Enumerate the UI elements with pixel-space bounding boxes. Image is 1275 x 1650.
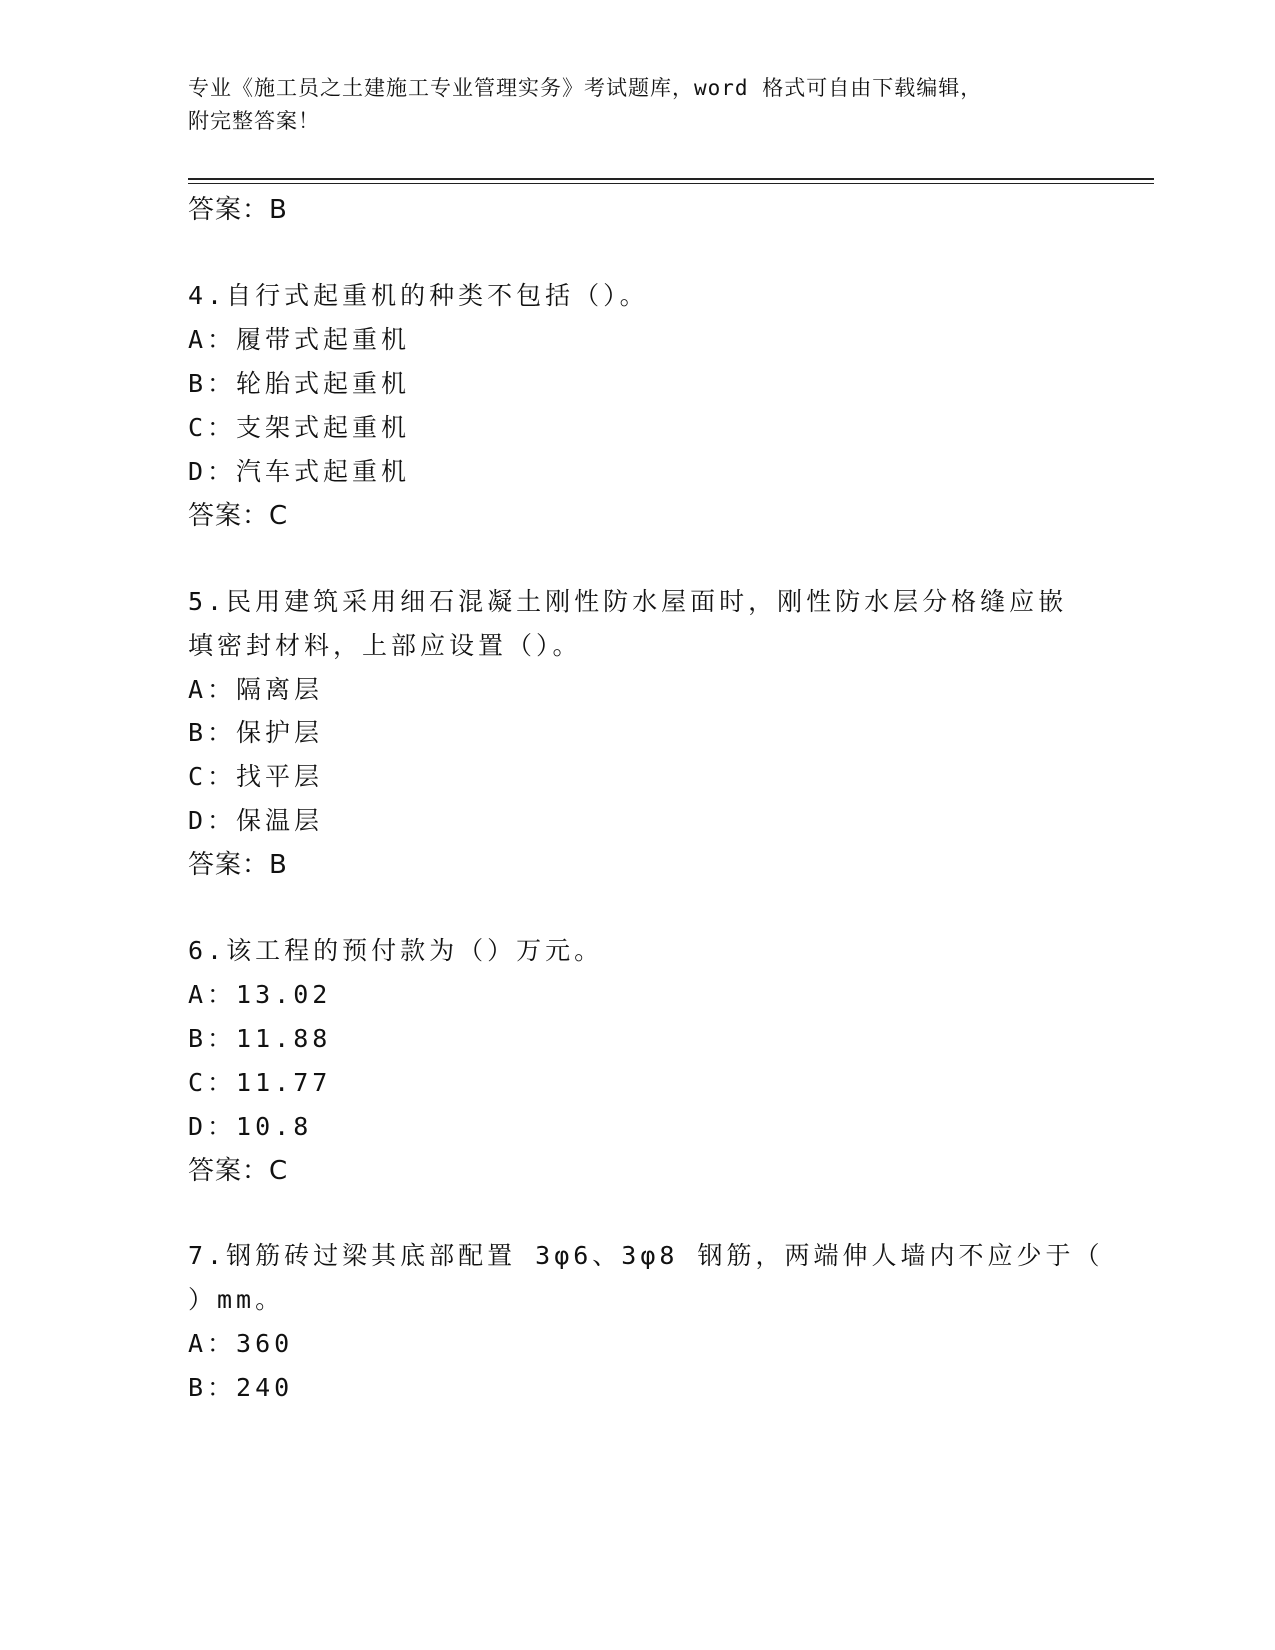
q6-answer: 答案：C [188,1156,289,1186]
q5-option-c: C：找平层 [188,762,324,791]
header-line-2: 附完整答案！ [188,109,320,133]
q7-stem-line-1: 7.钢筋砖过梁其底部配置 3φ6、3φ8 钢筋，两端伸人墙内不应少于（ [188,1241,1104,1270]
q4-option-a: A：履带式起重机 [188,325,411,354]
q4-stem: 4.自行式起重机的种类不包括（）。 [188,281,649,310]
q7-option-b: B：240 [188,1373,294,1402]
q6-option-d: D：10.8 [188,1112,313,1141]
q5-option-a: A：隔离层 [188,675,324,704]
q6-option-c: C：11.77 [188,1068,332,1097]
q7-stem-line-2: ）mm。 [188,1285,285,1314]
q6-stem: 6.该工程的预付款为（）万元。 [188,936,604,965]
header-line-1: 专业《施工员之土建施工专业管理实务》考试题库，word 格式可自由下载编辑， [188,76,983,100]
header-divider-top [188,178,1154,180]
document-header-note [188,72,1088,138]
q5-answer: 答案：B [188,850,288,880]
q7-option-a: A：360 [188,1329,294,1358]
q4-option-d: D：汽车式起重机 [188,457,411,486]
q5-stem-line-1: 5.民用建筑采用细石混凝土刚性防水屋面时，刚性防水层分格缝应嵌 [188,587,1068,616]
answer-previous: 答案：B [188,195,288,225]
q5-option-b: B：保护层 [188,718,324,747]
q4-option-b: B：轮胎式起重机 [188,369,411,398]
q5-stem-line-2: 填密封材料，上部应设置（）。 [188,631,582,660]
q5-option-d: D：保温层 [188,806,324,835]
header-divider-bottom [188,183,1154,184]
q6-option-a: A：13.02 [188,980,332,1009]
q4-answer: 答案：C [188,501,289,531]
q4-option-c: C：支架式起重机 [188,413,411,442]
q6-option-b: B：11.88 [188,1024,332,1053]
